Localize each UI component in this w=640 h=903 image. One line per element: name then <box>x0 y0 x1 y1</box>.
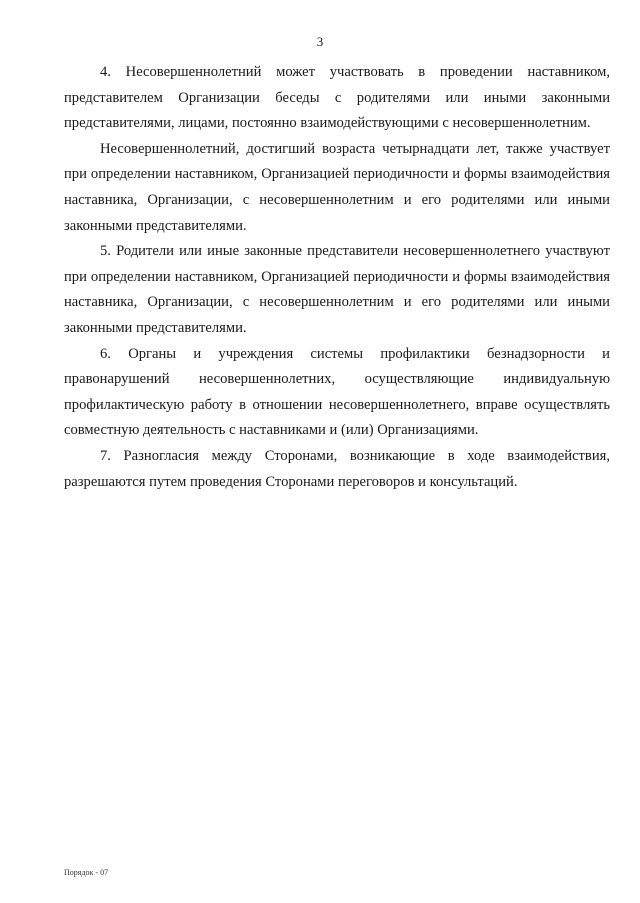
page-number: 3 <box>316 34 324 49</box>
document-body <box>64 60 610 495</box>
paragraph-item-5: 5. Родители или иные законные представители несовершеннолетнего участвуют при определении наставником, Организацией периодичности и формы взаимодействия наставника, Организации, с несовершеннолетним и его родителями или иными законными представителями. <box>64 243 610 336</box>
paragraph-item-6: 6. Органы и учреждения системы профилактики безнадзорности и правонарушений несовершеннолетних, осуществляющие индивидуальную профилактическую работу в отношении несовершеннолетнего, вправе осуществлять совместную деятельность с наставниками и (или) Организациями. <box>64 345 610 439</box>
paragraph-item-4-continued: Несовершеннолетний, достигший возраста четырнадцати лет, также участвует при определении наставником, Организацией периодичности и формы взаимодействия наставника, Организации, с несовершеннолетним и его родителями или иными законными представителями. <box>64 140 610 234</box>
paragraph-item-4: 4. Несовершеннолетний может участвовать в проведении наставником, представителем Организации беседы с родителями или иными законными представителями, лицами, постоянно взаимодействующими с несовершеннолетним. <box>64 64 610 132</box>
footer-code: Порядок - 07 <box>64 868 109 877</box>
paragraph-item-7: 7. Разногласия между Сторонами, возникающие в ходе взаимодействия, разрешаются путем проведения Сторонами переговоров и консультаций. <box>64 447 610 490</box>
